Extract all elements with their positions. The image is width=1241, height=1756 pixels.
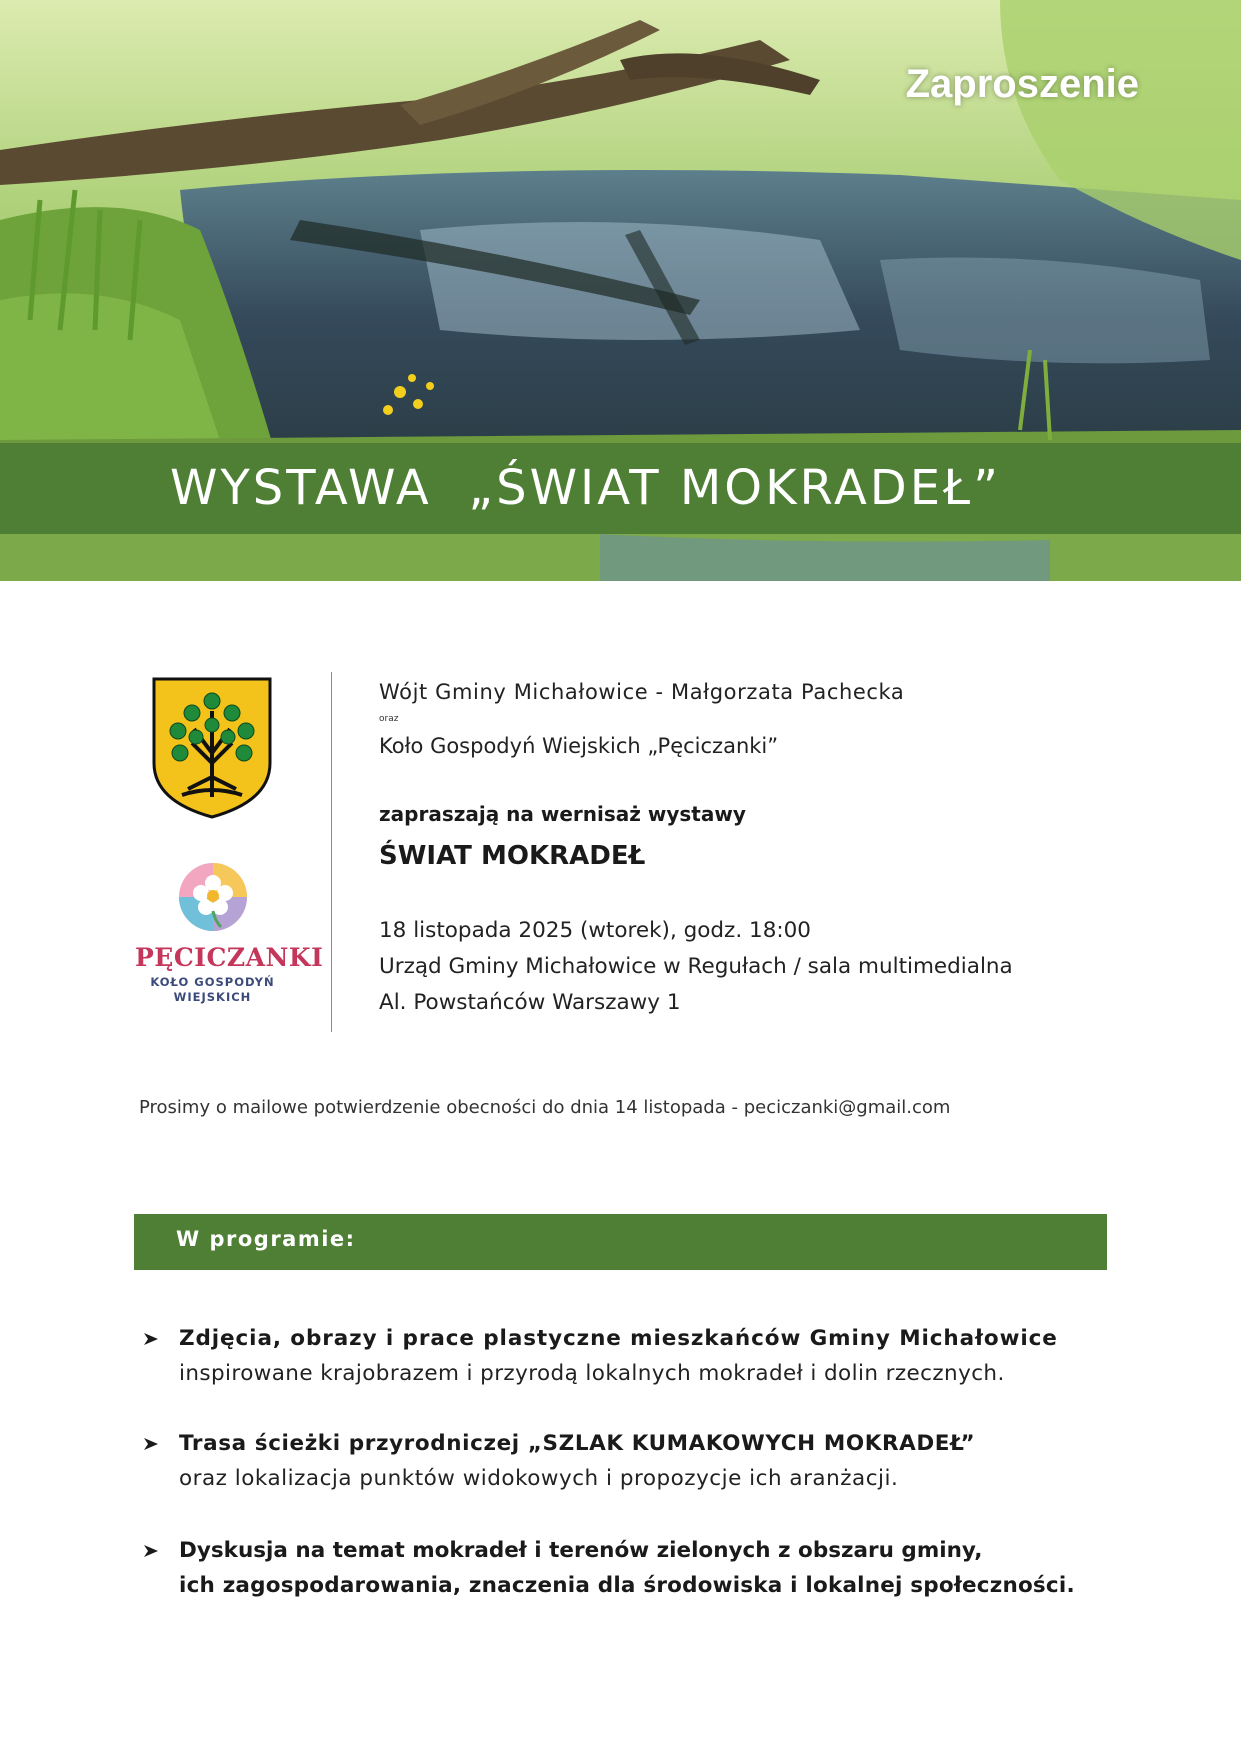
programme-item-desc: inspirowane krajobrazem i przyrodą lokalnych mokradeł i dolin rzecznych. [179, 1361, 1005, 1386]
conjunction-oraz: oraz [379, 714, 399, 724]
rsvp-note: Prosimy o mailowe potwierdzenie obecności do dnia 14 listopada - peciczanki@gmail.com [139, 1097, 951, 1118]
vertical-divider [331, 672, 332, 1032]
event-date: 18 listopada 2025 (wtorek), godz. 18:00 [379, 918, 811, 943]
event-address: Al. Powstańców Warszawy 1 [379, 990, 681, 1015]
coat-of-arms-logo [152, 677, 272, 819]
arrow-bullet-icon [142, 1330, 160, 1348]
programme-item-title: Dyskusja na temat mokradeł i terenów zielonych z obszaru gminy, [179, 1538, 983, 1563]
host-kgw: Koło Gospodyń Wiejskich „Pęciczanki” [379, 734, 779, 758]
programme-heading: W programie: [176, 1227, 356, 1251]
hero-photo [0, 0, 1241, 581]
event-place: Urząd Gminy Michałowice w Regułach / sala multimedialna [379, 954, 1013, 979]
kgw-subtitle-line1: KOŁO GOSPODYŃ [150, 975, 275, 989]
kgw-subtitle-line2: WIEJSKICH [173, 990, 252, 1004]
arrow-bullet-icon [142, 1542, 160, 1560]
programme-band [134, 1214, 1107, 1270]
flower-icon [177, 861, 249, 933]
title-band [0, 443, 1241, 534]
invite-text: zapraszają na wernisaż wystawy [379, 802, 746, 826]
exhibition-band-title: WYSTAWA „ŚWIAT MOKRADEŁ” [170, 460, 1001, 516]
programme-item-title: Trasa ścieżki przyrodniczej „SZLAK KUMAKOWYCH MOKRADEŁ” [179, 1431, 976, 1456]
invitation-label: Zaproszenie [905, 62, 1139, 106]
programme-item-title: Zdjęcia, obrazy i prace plastyczne mieszkańców Gminy Michałowice [179, 1326, 1058, 1351]
programme-item-title-cont: ich zagospodarowania, znaczenia dla środowiska i lokalnej społeczności. [179, 1573, 1075, 1598]
host-wojt: Wójt Gminy Michałowice - Małgorzata Pachecka [379, 680, 905, 704]
exhibition-title: ŚWIAT MOKRADEŁ [379, 841, 646, 871]
programme-item-desc: oraz lokalizacja punktów widokowych i propozycje ich aranżacji. [179, 1466, 899, 1491]
kgw-name: PĘCICZANKI [135, 943, 324, 972]
arrow-bullet-icon [142, 1435, 160, 1453]
kgw-peciczanki-logo [135, 857, 324, 1007]
